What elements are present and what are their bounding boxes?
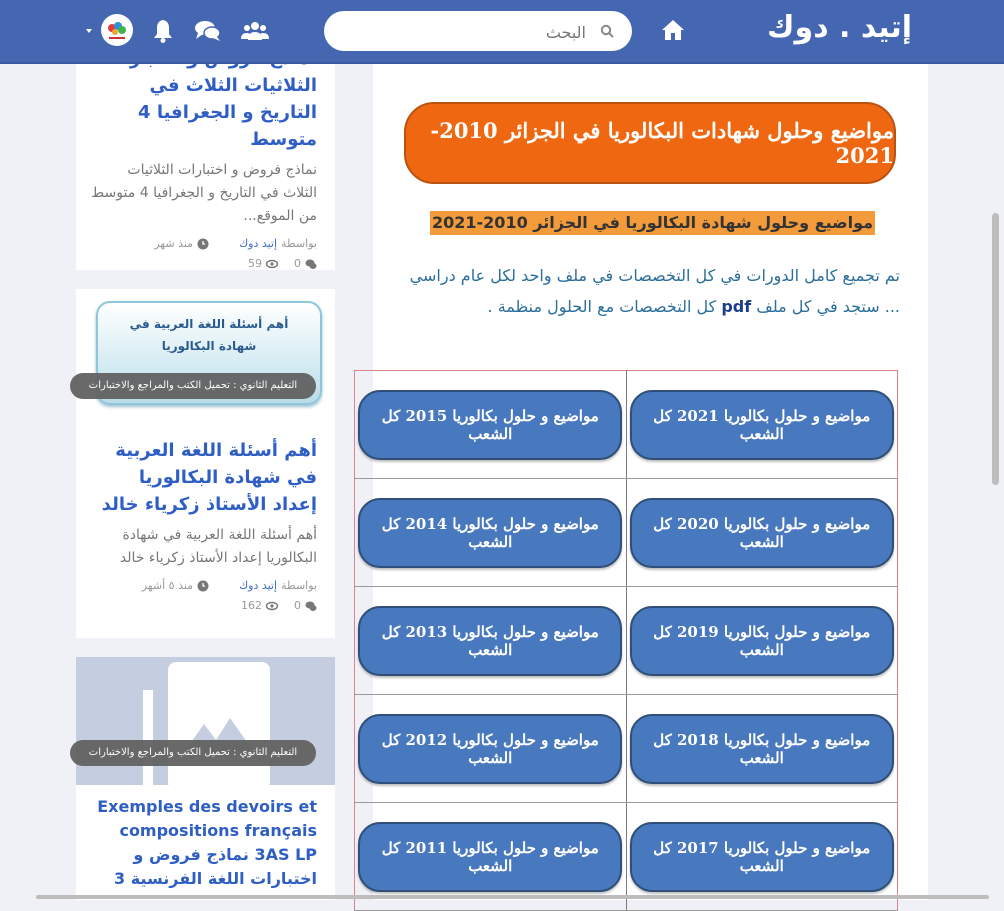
clock-icon [197, 238, 209, 250]
bac-2020-button[interactable]: مواضيع و حلول بكالوريا 2020 كل الشعب [630, 498, 894, 568]
article-intro [400, 260, 900, 322]
thumbnail-text: شهادة البكالوريا [161, 339, 257, 353]
post-excerpt: أهم أسئلة اللغة العربية في شهادة البكالوريا إعداد الأستاذ زكرياء خالد [119, 527, 317, 566]
post-title-link[interactable]: Exemples des devoirs et compositions français 3AS LP نماذج فروض و اختبارات اللغة الفرنسية 3 [97, 797, 317, 888]
bac-2014-button[interactable]: مواضيع و حلول بكالوريا 2014 كل الشعب [358, 498, 622, 568]
article-subheading: مواضيع وحلول شهادة البكالوريا في الجزائر 2010-2021 [430, 211, 875, 235]
thumbnail-text: أهم أسئلة اللغة العربية في [129, 317, 289, 331]
hero-banner: مواضيع وحلول شهادات البكالوريا في الجزائر 2010-2021 [404, 102, 896, 184]
bac-2013-button[interactable]: مواضيع و حلول بكالوريا 2013 كل الشعب [358, 606, 622, 676]
sidebar-post-card [76, 289, 335, 638]
post-time: منذ ٥ أشهر [141, 579, 194, 592]
comment-count: 0 [294, 599, 301, 612]
top-navbar [0, 0, 1004, 64]
bac-2019-button[interactable]: مواضيع و حلول بكالوريا 2019 كل الشعب [630, 606, 894, 676]
site-logo[interactable]: إتيد . دوك [767, 10, 912, 45]
table-row [355, 479, 898, 587]
post-time: منذ شهر [154, 237, 194, 250]
clock-icon [197, 580, 209, 592]
avatar[interactable] [101, 14, 133, 46]
search-input[interactable] [334, 21, 588, 43]
post-thumbnail[interactable] [76, 289, 335, 419]
users-icon[interactable] [241, 18, 269, 44]
table-row [355, 695, 898, 803]
author-link[interactable]: إتيد دوك [239, 237, 278, 250]
bac-2017-button[interactable]: مواضيع و حلول بكالوريا 2017 كل الشعب [630, 822, 894, 892]
post-title-link[interactable]: أهم أسئلة اللغة العربية في شهادة البكالوريا إعداد الأستاذ زكرياء خالد [101, 440, 317, 515]
table-row [355, 587, 898, 695]
logo-image-icon [101, 14, 133, 46]
bac-links-table [354, 370, 898, 911]
bac-2012-button[interactable]: مواضيع و حلول بكالوريا 2012 كل الشعب [358, 714, 622, 784]
post-title-link[interactable]: الثلاثيات الثلاث في التاريخ و الجغرافيا 4 متوسط [138, 75, 317, 150]
category-badge[interactable]: التعليم الثانوي : تحميل الكتب والمراجع والاختبارات [70, 373, 316, 399]
category-badge[interactable]: التعليم الثانوي : تحميل الكتب والمراجع والاختبارات [70, 740, 316, 766]
sidebar-post-card [76, 657, 335, 900]
vertical-scrollbar[interactable] [992, 213, 999, 485]
post-meta [76, 570, 335, 616]
bac-2015-button[interactable]: مواضيع و حلول بكالوريا 2015 كل الشعب [358, 390, 622, 460]
author-link[interactable]: إتيد دوك [239, 579, 278, 592]
post-thumbnail[interactable] [76, 657, 335, 785]
view-count: 162 [241, 599, 262, 612]
by-label: بواسطة [281, 237, 317, 250]
intro-text: تم تجميع كامل الدورات في كل التخصصات في ملف واحد لكل عام دراسي ... ستجد في كل ملف [409, 266, 900, 316]
eye-icon [266, 600, 278, 612]
messages-icon[interactable] [194, 18, 222, 44]
table-row [355, 371, 898, 479]
horizontal-scrollbar[interactable] [36, 895, 989, 899]
eye-icon [266, 258, 278, 270]
comments-icon [305, 600, 317, 612]
bac-2021-button[interactable]: مواضيع و حلول بكالوريا 2021 كل الشعب [630, 390, 894, 460]
bac-2018-button[interactable]: مواضيع و حلول بكالوريا 2018 كل الشعب [630, 714, 894, 784]
intro-text: كل التخصصات مع الحلول منظمة . [487, 297, 717, 316]
bell-icon[interactable] [150, 18, 176, 44]
by-label: بواسطة [281, 579, 317, 592]
post-excerpt: نماذج فروض و اختبارات الثلاثيات الثلاث في التاريخ و الجغرافيا 4 متوسط من الموقع... [91, 162, 317, 224]
bac-2011-button[interactable]: مواضيع و حلول بكالوريا 2011 كل الشعب [358, 822, 622, 892]
chevron-down-icon[interactable] [86, 29, 92, 33]
post-meta [76, 228, 335, 274]
pdf-label: pdf [721, 297, 752, 316]
search-icon[interactable] [600, 24, 614, 38]
sidebar-post-card [76, 62, 335, 270]
comment-count: 0 [294, 257, 301, 270]
view-count: 59 [248, 257, 262, 270]
comments-icon [305, 258, 317, 270]
home-icon[interactable] [660, 17, 686, 43]
search-box[interactable] [324, 11, 632, 51]
